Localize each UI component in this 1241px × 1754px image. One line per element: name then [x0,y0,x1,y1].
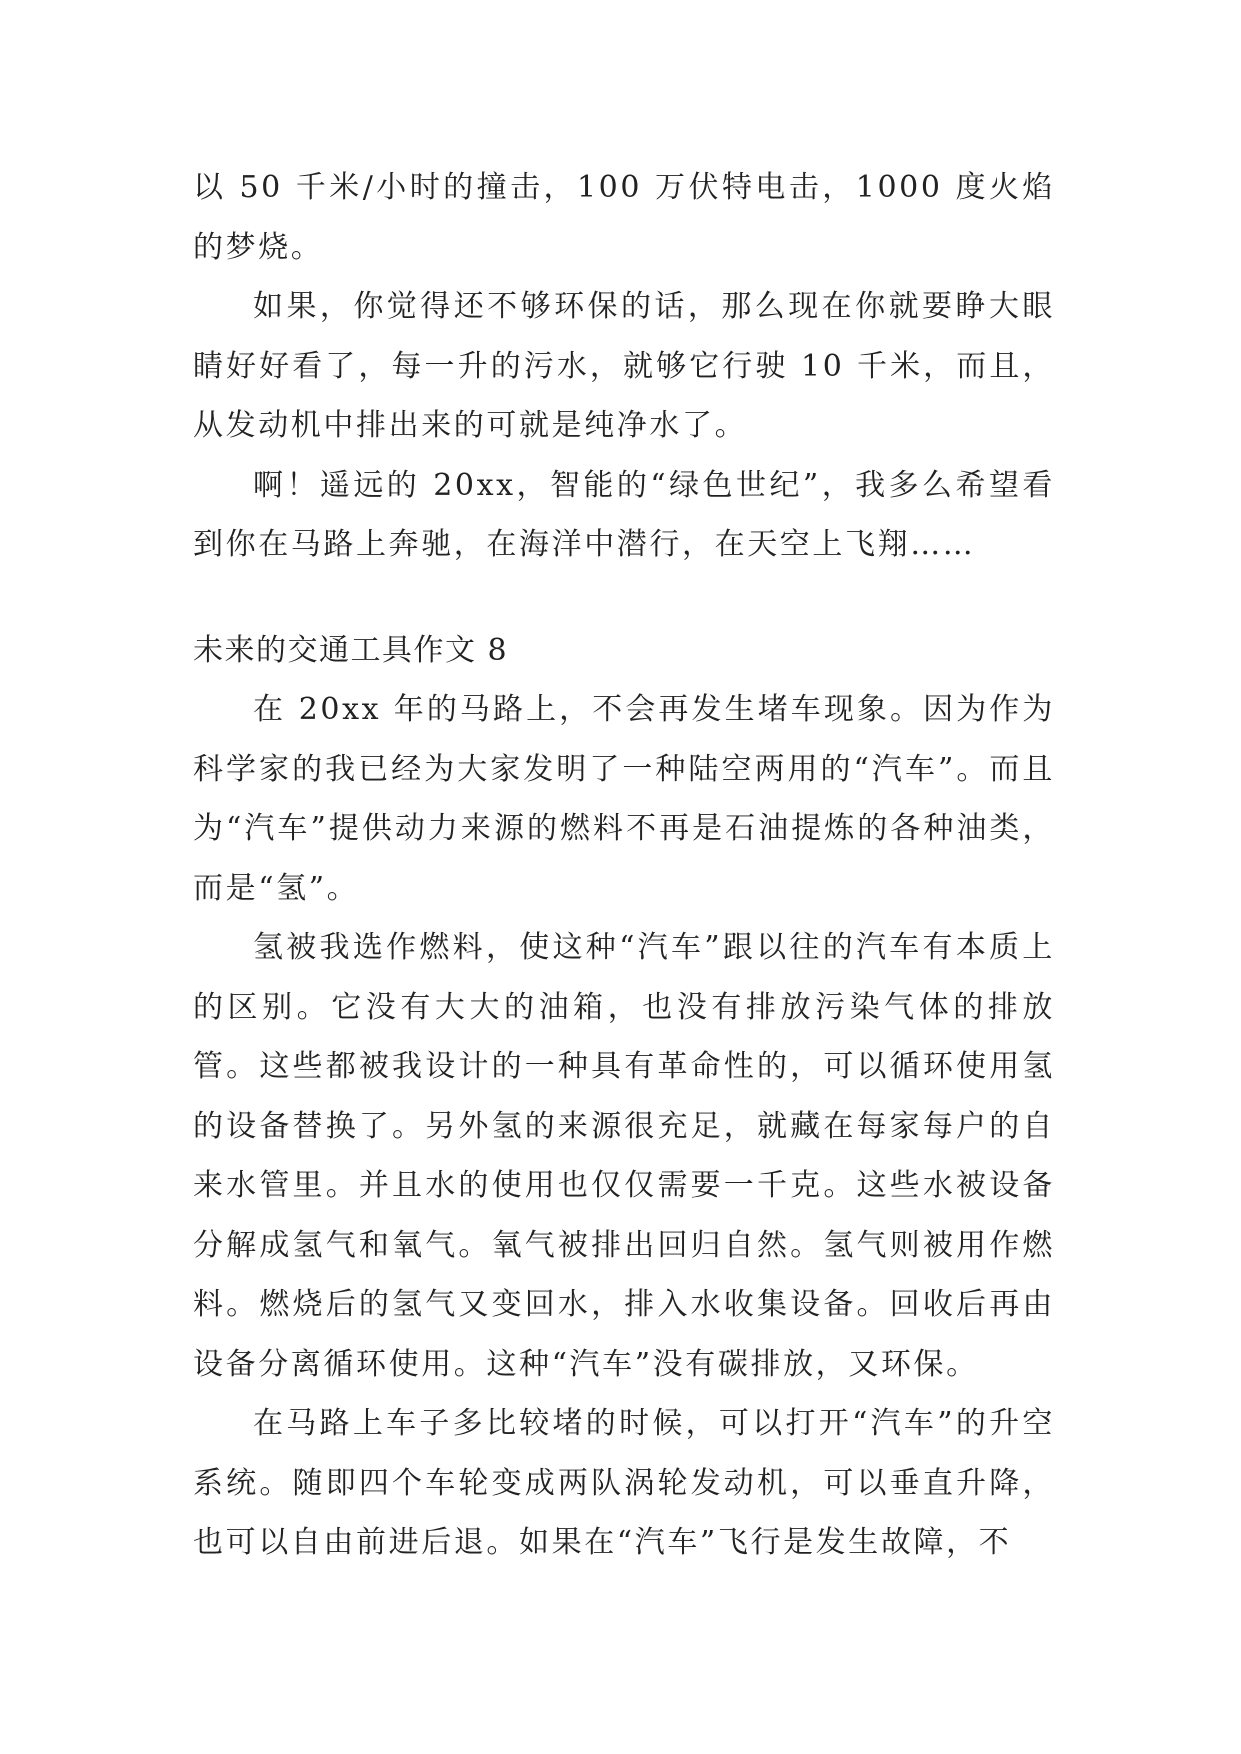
document-body [193,158,1055,1573]
paragraph: 氢被我选作燃料，使这种“汽车”跟以往的汽车有本质上的区别。它没有大大的油箱，也没有排放污染气体的排放管。这些都被我设计的一种具有革命性的，可以循环使用氢的设备替换了。另外氢的来源很充足，就藏在每家每户的自来水管里。并且水的使用也仅仅需要一千克。这些水被设备分解成氢气和氧气。氧气被排出回归自然。氢气则被用作燃料。燃烧后的氢气又变回水，排入水收集设备。回收后再由设备分离循环使用。这种“汽车”没有碳排放，又环保。 [193,930,1055,1382]
paragraph: 在马路上车子多比较堵的时候，可以打开“汽车”的升空系统。随即四个车轮变成两队涡轮发动机，可以垂直升降，也可以自由前进后退。如果在“汽车”飞行是发生故障，不 [193,1406,1055,1560]
section-heading: 未来的交通工具作文 8 [193,632,509,668]
paragraph-continued: 以 50 千米/小时的撞击，100 万伏特电击，1000 度火焰的梦烧。 [193,170,1055,265]
paragraph: 啊！遥远的 20xx，智能的“绿色世纪”，我多么希望看到你在马路上奔驰，在海洋中潜行，在天空上飞翔…… [193,467,1055,562]
paragraph: 如果，你觉得还不够环保的话，那么现在你就要睁大眼睛好好看了，每一升的污水，就够它行驶 10 千米，而且，从发动机中排出来的可就是纯净水了。 [193,289,1055,443]
paragraph: 在 20xx 年的马路上，不会再发生堵车现象。因为作为科学家的我已经为大家发明了一种陆空两用的“汽车”。而且为“汽车”提供动力来源的燃料不再是石油提炼的各种油类，而是“氢”。 [193,692,1055,906]
